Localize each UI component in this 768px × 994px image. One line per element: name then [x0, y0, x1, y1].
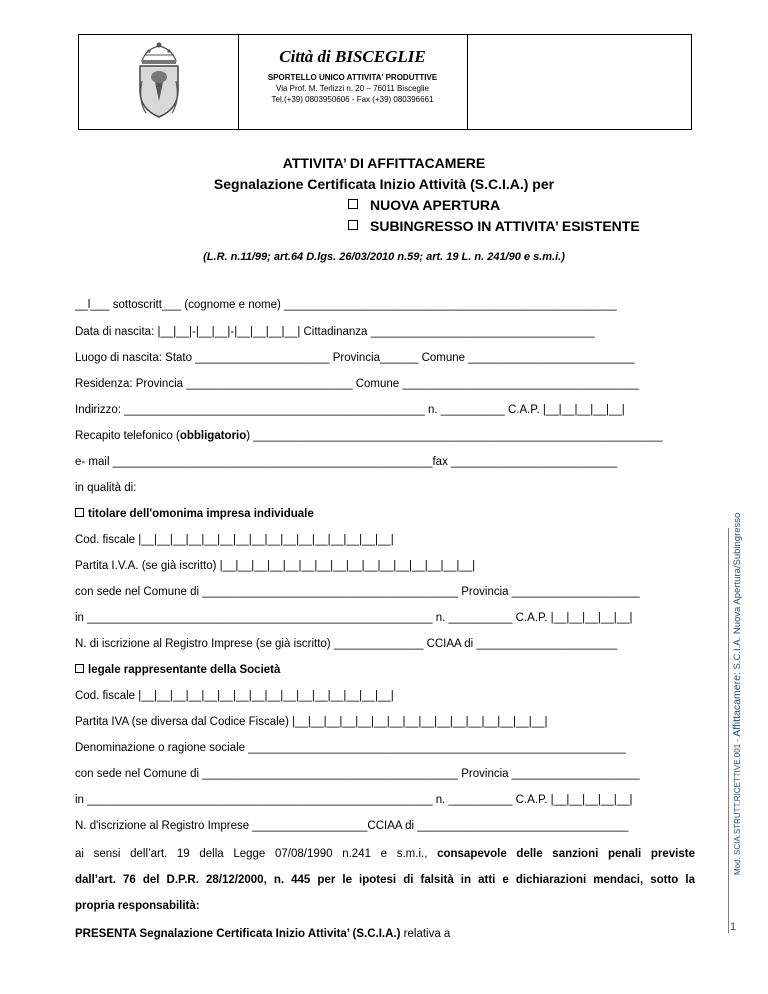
document-title: ATTIVITA’ DI AFFITTACAMERE [282, 155, 486, 171]
individual-address-field[interactable]: in ______________________________________________________ n. __________ C.A.P. |__|__|__|__|__| [75, 612, 633, 624]
email-fax-field[interactable]: e- mail __________________________________________________fax __________________________ [75, 456, 618, 468]
page-number: 1 [730, 921, 737, 933]
side-footer: Mod. SCIA.STRUTT.RICETTIVE.001 - Affittacamere: S.C.I.A. Nuova Apertura/Subingresso [731, 512, 743, 875]
birth-place-field[interactable]: Luogo di nascita: Stato _____________________ Provincia______ Comune __________________________ [75, 352, 635, 364]
option-new-opening[interactable]: NUOVA APERTURA [348, 197, 500, 213]
municipality-cell [238, 35, 468, 129]
declaration-line-2: dall’art. 76 del D.P.R. 28/12/2000, n. 445 per le ipotesi di falsità in atti e dichiarazioni mendaci, sotto la [75, 874, 695, 886]
checkbox-icon[interactable] [348, 220, 358, 230]
company-registry-field[interactable]: N. d'iscrizione al Registro Imprese __________________CCIAA di _________________________________ [75, 820, 629, 832]
legal-reference: (L.R. n.11/99; art.64 D.lgs. 26/03/2010 n.59; art. 19 L. n. 241/90 e s.m.i.) [203, 251, 565, 263]
coat-of-arms-icon [132, 41, 186, 123]
company-seat-field[interactable]: con sede nel Comune di ________________________________________ Provincia ____________________ [75, 768, 640, 780]
letterhead [78, 34, 692, 130]
applicant-name-field[interactable]: __l___ sottoscritt___ (cognome e nome) ____________________________________________________ [75, 299, 617, 311]
company-name-field[interactable]: Denominazione o ragione sociale ___________________________________________________________ [75, 742, 626, 754]
phone-field[interactable]: Recapito telefonico (obbligatorio) ________________________________________________________________ [75, 430, 663, 442]
residence-field[interactable]: Residenza: Provincia __________________________ Comune _____________________________________ [75, 378, 640, 390]
margin-divider [728, 528, 729, 933]
checkbox-icon[interactable] [348, 199, 358, 209]
office-contacts: Tel.(+39) 0803950606 - Fax (+39) 080396661 [271, 95, 434, 104]
address-field[interactable]: Indirizzo: _______________________________________________ n. __________ C.A.P. |__|__|__|__|__| [75, 404, 625, 416]
checkbox-icon[interactable] [75, 508, 84, 517]
declaration-line-1: ai sensi dell’art. 19 della Legge 07/08/1990 n.241 e s.m.i., consapevole delle sanzioni penali previste [75, 848, 695, 860]
office-name: SPORTELLO UNICO ATTIVITA' PRODUTTIVE [267, 73, 438, 82]
document-subtitle: Segnalazione Certificata Inizio Attività (S.C.I.A.) per [213, 176, 555, 192]
birth-date-field[interactable]: Data di nascita: |__|__|-|__|__|-|__|__|__|__| Cittadinanza ___________________________________ [75, 326, 595, 338]
company-tax-code-field[interactable]: Cod. fiscale |__|__|__|__|__|__|__|__|__|__|__|__|__|__|__|__| [75, 690, 394, 702]
office-address: Via Prof. M. Terlizzi n. 20 – 76011 Bisceglie [276, 84, 429, 93]
individual-seat-field[interactable]: con sede nel Comune di ________________________________________ Provincia ____________________ [75, 586, 640, 598]
crest-cell [79, 35, 239, 129]
company-vat-field[interactable]: Partita IVA (se diversa dal Codice Fiscale) |__|__|__|__|__|__|__|__|__|__|__|__|__|__|__|__| [75, 716, 548, 728]
role-label: in qualità di: [75, 482, 137, 494]
checkbox-icon[interactable] [75, 664, 84, 673]
option-takeover[interactable]: SUBINGRESSO IN ATTIVITA’ ESISTENTE [348, 218, 640, 234]
individual-registry-field[interactable]: N. di iscrizione al Registro Imprese (se già iscritto) ______________ CCIAA di ______________________ [75, 638, 618, 650]
city-name: Città di BISCEGLIE [279, 47, 426, 66]
individual-vat-field[interactable]: Partita I.V.A. (se già iscritto) |__|__|__|__|__|__|__|__|__|__|__|__|__|__|__|__| [75, 560, 476, 572]
company-address-field[interactable]: in ______________________________________________________ n. __________ C.A.P. |__|__|__|__|__| [75, 794, 633, 806]
individual-tax-code-field[interactable]: Cod. fiscale |__|__|__|__|__|__|__|__|__|__|__|__|__|__|__|__| [75, 534, 394, 546]
option-individual-owner[interactable]: titolare dell'omonima impresa individuale [75, 508, 695, 520]
declaration-line-3: propria responsabilità: [75, 900, 200, 912]
presenta-line: PRESENTA Segnalazione Certificata Inizio Attivita’ (S.C.I.A.) relativa a [75, 928, 451, 940]
option-company-representative[interactable]: legale rappresentante della Società [75, 664, 695, 676]
